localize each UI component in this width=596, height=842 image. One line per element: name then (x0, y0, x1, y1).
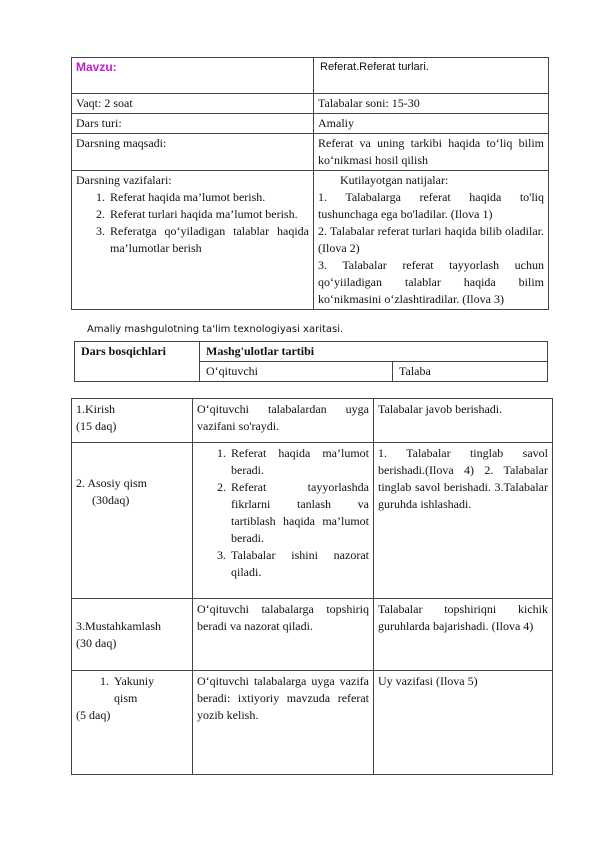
student-activity: Uy vazifasi (Ilova 5) (374, 671, 553, 775)
teacher-activity (193, 443, 374, 599)
student-count: Talabalar soni: 15-30 (314, 94, 549, 114)
result-item: 2. Talabalar referat turlari haqida bilib oladilar. (Ilova 2) (318, 224, 544, 255)
stage-duration: (15 daq) (76, 419, 117, 433)
results-cell (314, 171, 549, 310)
task-item: 2. Referat turlari haqida ma’lumot berish. (108, 206, 309, 223)
teacher-step: 2. Referat tayyorlashda fikrlarni tanlash va tartiblash haqida ma’lumot beradi. (229, 479, 369, 547)
stage-final (72, 671, 193, 775)
stage-header-table (74, 341, 548, 382)
student-header: Talaba (393, 362, 548, 382)
teacher-header: O‘qituvchi (200, 362, 393, 382)
map-caption: Amaliy mashgulotning ta'lim texnologiyasi xaritasi. (87, 324, 344, 335)
tasks-label: Darsning vazifalari: (76, 173, 172, 187)
stage-duration: (5 daq) (76, 708, 111, 722)
topic-label: Mavzu: (76, 60, 117, 74)
goal-label: Darsning maqsadi: (72, 134, 314, 171)
task-item: 1. Referat haqida ma’lumot berish. (108, 189, 309, 206)
tasks-list (76, 189, 309, 257)
stages-header: Dars bosqichlari (75, 342, 200, 382)
lesson-type-value: Amaliy (314, 114, 549, 134)
teacher-activity: O‘qituvchi talabalardan uyga vazifani so'raydi. (193, 399, 374, 443)
teacher-step: 3. Talabalar ishini nazorat qiladi. (229, 547, 369, 581)
stage-name: 1. Yakuniy qism (112, 673, 160, 707)
topic-label-cell (72, 58, 314, 94)
stage-intro (72, 399, 193, 443)
stage-name: 2. Asosiy qism (76, 476, 148, 490)
topic-value-cell (314, 58, 549, 94)
stages-table (71, 398, 553, 775)
stage-name: 1.Kirish (76, 402, 115, 416)
results-label: Kutilayotgan natijalar: (340, 173, 449, 187)
teacher-activity: O‘qituvchi talabalarga topshiriq beradi va nazorat qiladi. (193, 599, 374, 671)
stage-final-list (76, 673, 160, 707)
goal-value: Referat va uning tarkibi haqida to‘liq bilim ko‘nikmasi hosil qilish (314, 134, 549, 171)
activities-header: Mashg'ulotlar tartibi (200, 342, 548, 362)
teacher-step: 1. Referat haqida ma’lumot beradi. (229, 445, 369, 479)
tasks-cell (72, 171, 314, 310)
teacher-activity: O‘qituvchi talabalarga uyga vazifa beradi: ixtiyoriy mavzuda referat yozib kelish. (193, 671, 374, 775)
student-activity: Talabalar javob berishadi. (374, 399, 553, 443)
result-item: 3. Talabalar referat tayyorlash uchun qo‘yiiladigan talablar haqida bilim ko‘nikmasini o‘zlashtiradilar. (Ilova 3) (318, 258, 544, 306)
teacher-steps (197, 445, 369, 581)
duration: Vaqt: 2 soat (72, 94, 314, 114)
stage-main (72, 443, 193, 599)
topic-value: Referat.Referat turlari. (320, 61, 429, 73)
stage-reinforce (72, 599, 193, 671)
task-item: 3. Referatga qo‘yiladigan talablar haqida ma’lumotlar berish (108, 223, 309, 257)
student-activity: Talabalar topshiriqni kichik guruhlarda bajarishadi. (Ilova 4) (374, 599, 553, 671)
stage-duration: (30daq) (92, 493, 130, 507)
student-activity: 1. Talabalar tinglab savol berishadi.(Ilova 4) 2. Talabalar tinglab savol berishadi. 3.Talabalar guruhda ishlashadi. (374, 443, 553, 599)
result-item: 1. Talabalarga referat haqida to'liq tushunchaga ega bo'ladilar. (Ilova 1) (318, 190, 544, 221)
stage-name: 3.Mustahkamlash (76, 618, 161, 633)
lesson-type-label: Dars turi: (72, 114, 314, 134)
lesson-info-table (71, 57, 549, 310)
stage-duration: (30 daq) (76, 635, 117, 650)
